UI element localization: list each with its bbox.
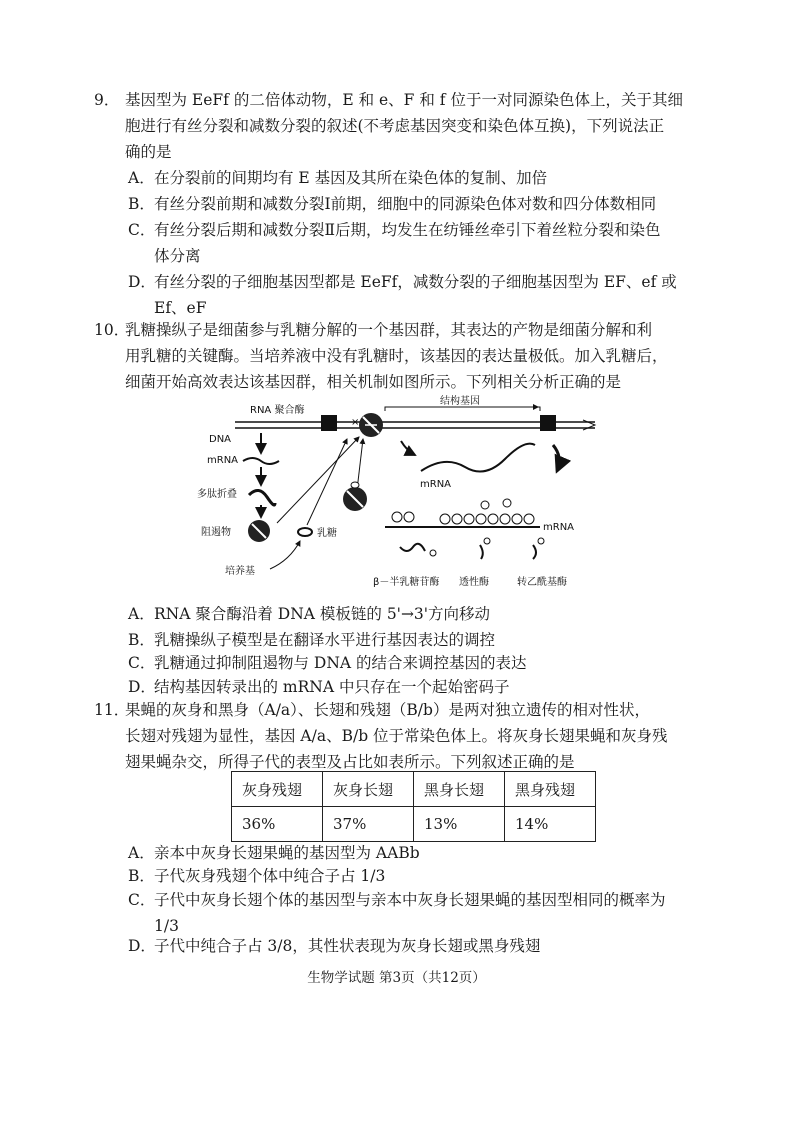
table-row bbox=[232, 807, 596, 842]
terminator-shape bbox=[540, 415, 556, 431]
table-header-cell: 黑身长翅 bbox=[414, 772, 505, 807]
rna-polymerase-label: RNA 聚合酶 bbox=[250, 405, 305, 416]
table-cell: 36% bbox=[232, 807, 323, 842]
repressor-bound-shape bbox=[359, 413, 383, 437]
option-b: B．乳糖操纵子模型是在翻译水平进行基因表达的调控 bbox=[128, 631, 496, 649]
rna-polymerase-shape bbox=[321, 415, 337, 431]
option-a: A．亲本中灰身长翅果蝇的基因型为 AABb bbox=[128, 844, 420, 862]
svg-text:×: × bbox=[351, 417, 360, 428]
option-c: C．乳糖通过抑制阻遏物与 DNA 的结合来调控基因的表达 bbox=[128, 654, 527, 672]
option-c: C．子代中灰身长翅个体的基因型与亲本中灰身长翅果蝇的基因型相同的概率为 1/3 bbox=[128, 891, 666, 935]
option-a: A．在分裂前的间期均有 E 基因及其所在染色体的复制、加倍 bbox=[128, 169, 548, 187]
option-c: C．有丝分裂后期和减数分裂Ⅱ后期，均发生在纺锤丝牵引下着丝粒分裂和染色 体分离 bbox=[128, 221, 661, 265]
phenotype-table bbox=[231, 771, 596, 842]
mrna-strand bbox=[421, 444, 535, 472]
table-header-row bbox=[232, 772, 596, 807]
medium-label: 培养基 bbox=[225, 566, 255, 577]
repressor-shape bbox=[248, 520, 270, 542]
table-cell: 13% bbox=[414, 807, 505, 842]
option-d: D．有丝分裂的子细胞基因型都是 EeFf，减数分裂的子细胞基因型为 EF、ef 或 Ef、eF bbox=[128, 273, 677, 317]
question-stem: 基因型为 EeFf 的二倍体动物，E 和 e、F 和 f 位于一对同源染色体上，关于其细 胞进行有丝分裂和减数分裂的叙述(不考虑基因突变和染色体互换)，下列说法正 确的是 bbox=[125, 91, 683, 161]
lac-operon-diagram bbox=[195, 395, 605, 595]
table-header-cell: 灰身长翅 bbox=[323, 772, 414, 807]
enzyme3-label: 转乙酰基酶 bbox=[517, 577, 567, 588]
polypeptide-shape bbox=[249, 490, 275, 505]
question-stem: 乳糖操纵子是细菌参与乳糖分解的一个基因群，其表达的产物是细菌分解和利 用乳糖的关键酶。当培养液中没有乳糖时，该基因的表达量极低。加入乳糖后， 细菌开始高效表达该基因群，相关机制如图所示。下列相关分析正确的是 bbox=[125, 321, 668, 391]
repressor-lactose-complex bbox=[343, 482, 367, 511]
enzyme1-label: β－半乳糖苷酶 bbox=[373, 577, 440, 588]
enzyme2-label: 透性酶 bbox=[459, 577, 489, 588]
option-b: B．有丝分裂前期和减数分裂Ⅰ前期，细胞中的同源染色体对数和四分体数相同 bbox=[128, 195, 657, 213]
table-cell: 37% bbox=[323, 807, 414, 842]
question-number: 9． bbox=[94, 91, 120, 109]
question-number: 11． bbox=[94, 701, 130, 719]
question-9 bbox=[94, 87, 699, 165]
mrna-right-label: mRNA bbox=[543, 522, 575, 533]
lactose-label: 乳糖 bbox=[317, 528, 337, 539]
option-a: A．RNA 聚合酶沿着 DNA 模板链的 5'→3'方向移动 bbox=[128, 605, 491, 623]
enzyme-product bbox=[533, 545, 536, 559]
question-11 bbox=[94, 697, 699, 775]
table-header-cell: 灰身残翅 bbox=[232, 772, 323, 807]
table-header-cell: 黑身残翅 bbox=[505, 772, 596, 807]
option-d: D．子代中纯合子占 3/8，其性状表现为灰身长翅或黑身残翅 bbox=[128, 937, 541, 955]
mrna-strand bbox=[243, 458, 279, 464]
enzyme-product bbox=[480, 545, 483, 559]
option-b: B．子代灰身残翅个体中纯合子占 1/3 bbox=[128, 867, 386, 885]
peptide-folding-label: 多肽折叠 bbox=[197, 489, 237, 500]
mrna-mid-label: mRNA bbox=[420, 479, 452, 490]
option-d: D．结构基因转录出的 mRNA 中只存在一个起始密码子 bbox=[128, 678, 510, 696]
table-cell: 14% bbox=[505, 807, 596, 842]
question-10 bbox=[94, 317, 699, 395]
enzyme-product bbox=[400, 544, 425, 551]
page-footer: 生物学试题 第3页（共12页） bbox=[307, 970, 486, 986]
dna-label: DNA bbox=[209, 434, 232, 445]
question-number: 10． bbox=[94, 321, 130, 339]
mrna-left-label: mRNA bbox=[207, 455, 239, 466]
structural-gene-label: 结构基因 bbox=[440, 396, 480, 407]
repressor-label: 阻遏物 bbox=[201, 527, 231, 538]
ribosome-chain bbox=[392, 499, 534, 524]
question-stem: 果蝇的灰身和黑身（A/a）、长翅和残翅（B/b）是两对独立遗传的相对性状， 长翅对残翅为显性，基因 A/a、B/b 位于常染色体上。将灰身长翅果蝇和灰身残 翅果蝇杂交，所得子代的表型及占比如表所示。下列叙述正确的是 bbox=[125, 701, 668, 771]
lactose-shape bbox=[298, 528, 312, 536]
